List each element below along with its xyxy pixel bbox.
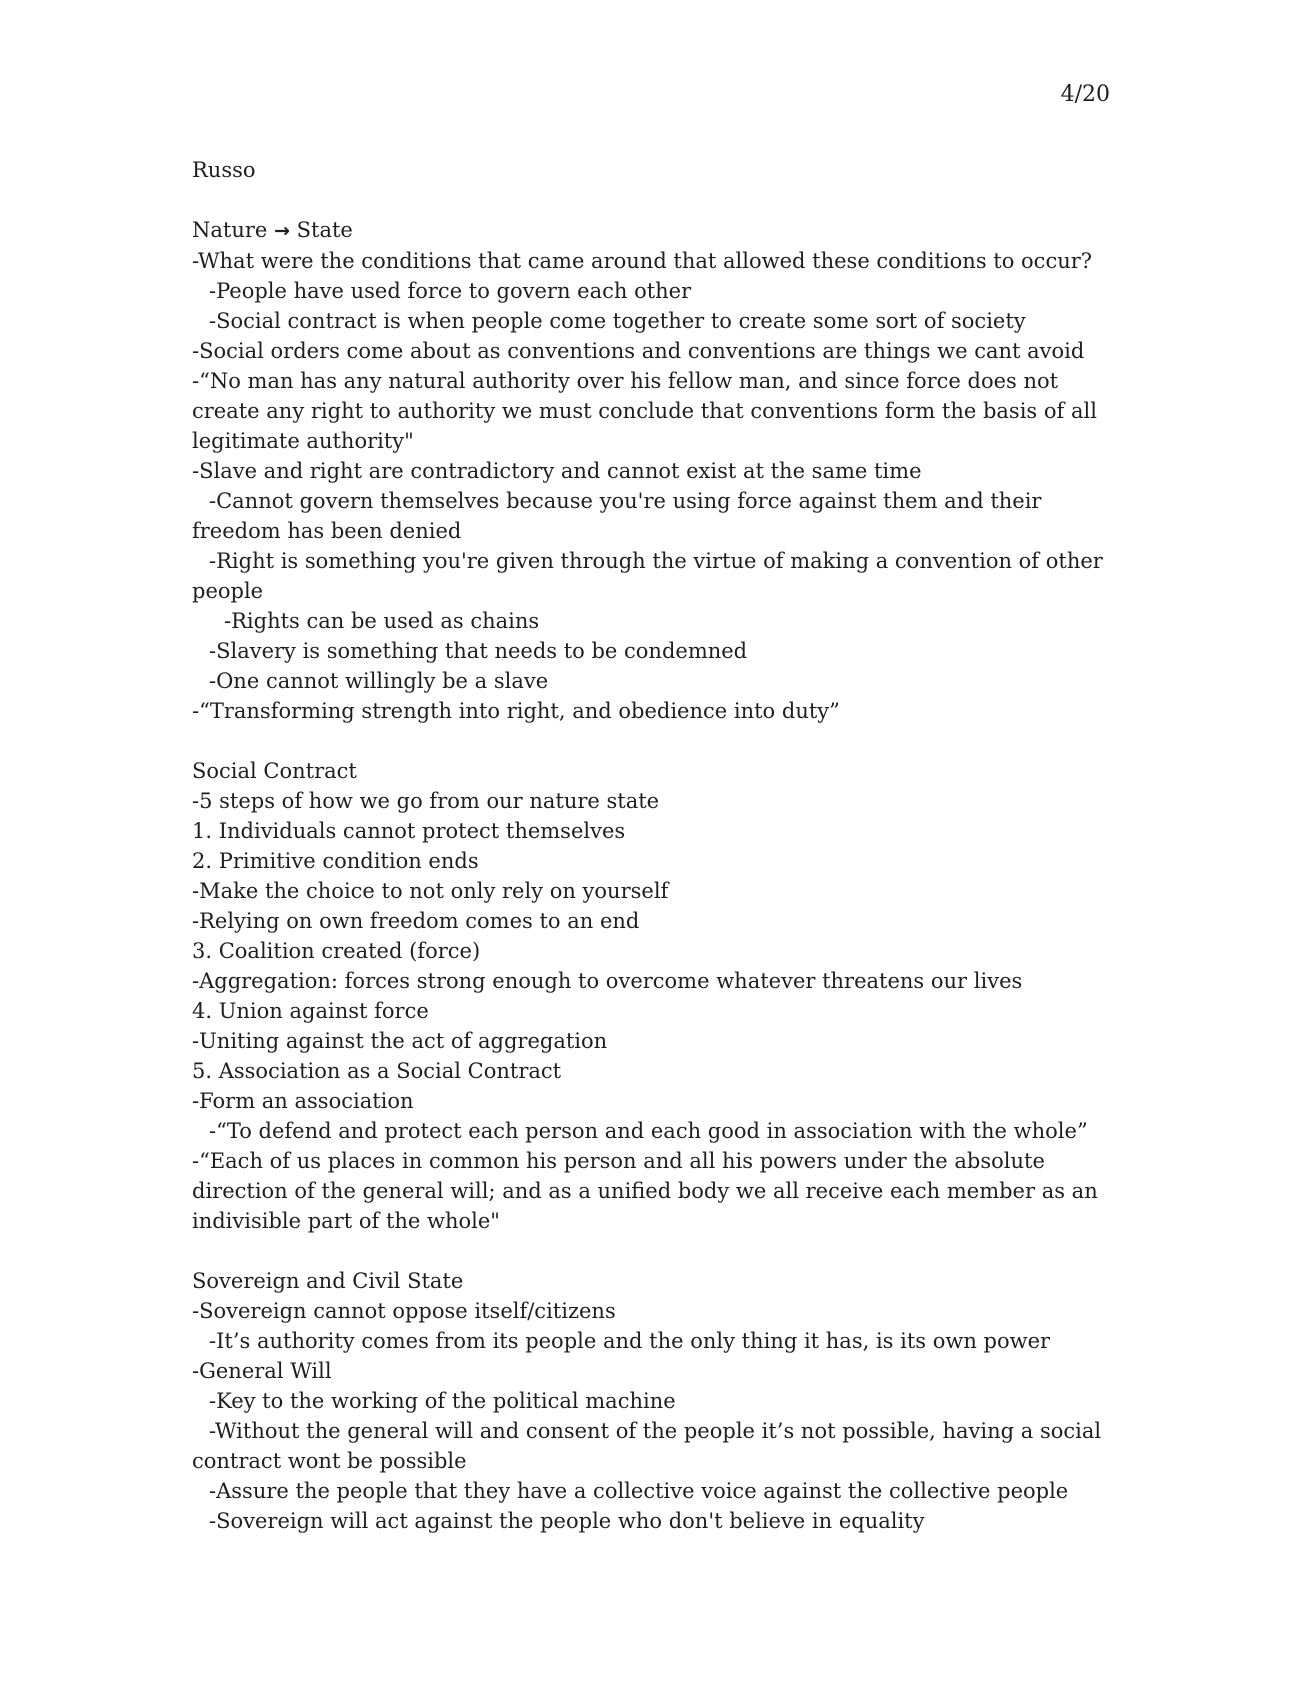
quote-line: -“Each of us places in common his person and all his powers under the absolute direction of the general will; and as a unified body we all receive each member as an indivisible part of the whole": [192, 1149, 1105, 1233]
note-line: -One cannot willingly be a slave: [209, 669, 549, 693]
note-line: -Right is something you're given through the virtue of making a convention of other people: [192, 549, 1110, 603]
spacer: [192, 1236, 1122, 1266]
section-heading-nature-state: [192, 215, 1122, 246]
note-line: -General Will: [192, 1359, 332, 1383]
note-line: -Sovereign cannot oppose itself/citizens: [192, 1299, 616, 1323]
page-date: 4/20: [1060, 82, 1110, 107]
note-line: -Make the choice to not only rely on yourself: [192, 879, 669, 903]
note-line: -It’s authority comes from its people and the only thing it has, is its own power: [209, 1329, 1051, 1353]
note-line: -Uniting against the act of aggregation: [192, 1029, 608, 1053]
note-line: -What were the conditions that came around that allowed these conditions to occur?: [192, 249, 1093, 273]
note-line: -Form an association: [192, 1089, 414, 1113]
quote-line: -“Transforming strength into right, and obedience into duty”: [192, 699, 840, 723]
note-line: -Slavery is something that needs to be condemned: [209, 639, 748, 663]
note-line: -5 steps of how we go from our nature state: [192, 789, 660, 813]
note-line: -Slave and right are contradictory and cannot exist at the same time: [192, 459, 922, 483]
heading-state: State: [296, 218, 353, 242]
note-line: -Relying on own freedom comes to an end: [192, 909, 640, 933]
numbered-step: 2. Primitive condition ends: [192, 849, 479, 873]
note-line: -Aggregation: forces strong enough to overcome whatever threatens our lives: [192, 969, 1023, 993]
arrow-right-icon: →: [274, 220, 290, 242]
spacer: [192, 185, 1122, 215]
heading-nature: Nature: [192, 218, 268, 242]
note-line: -Assure the people that they have a collective voice against the collective people: [209, 1479, 1069, 1503]
note-line: -Rights can be used as chains: [224, 609, 540, 633]
note-line: -People have used force to govern each other: [209, 279, 692, 303]
section-heading-social-contract: Social Contract: [192, 759, 357, 783]
note-line: -Sovereign will act against the people who don't believe in equality: [209, 1509, 925, 1533]
note-line: -Social orders come about as conventions and conventions are things we cant avoid: [192, 339, 1085, 363]
numbered-step: 3. Coalition created (force): [192, 939, 481, 963]
note-line: -Cannot govern themselves because you're using force against them and their freedom has been denied: [192, 489, 1049, 543]
notes-body: [192, 155, 1122, 1536]
numbered-step: 5. Association as a Social Contract: [192, 1059, 562, 1083]
section-heading-sovereign: Sovereign and Civil State: [192, 1269, 464, 1293]
note-line: -Without the general will and consent of the people it’s not possible, having a social contract wont be possible: [192, 1419, 1108, 1473]
spacer: [192, 726, 1122, 756]
quote-line: -“No man has any natural authority over his fellow man, and since force does not create any right to authority we must conclude that conventions form the basis of all legitimate authority": [192, 369, 1104, 453]
document-title: Russo: [192, 158, 256, 182]
note-line: -Social contract is when people come together to create some sort of society: [209, 309, 1026, 333]
quote-line: -“To defend and protect each person and each good in association with the whole”: [209, 1119, 1088, 1143]
numbered-step: 4. Union against force: [192, 999, 429, 1023]
note-line: -Key to the working of the political machine: [209, 1389, 676, 1413]
numbered-step: 1. Individuals cannot protect themselves: [192, 819, 626, 843]
